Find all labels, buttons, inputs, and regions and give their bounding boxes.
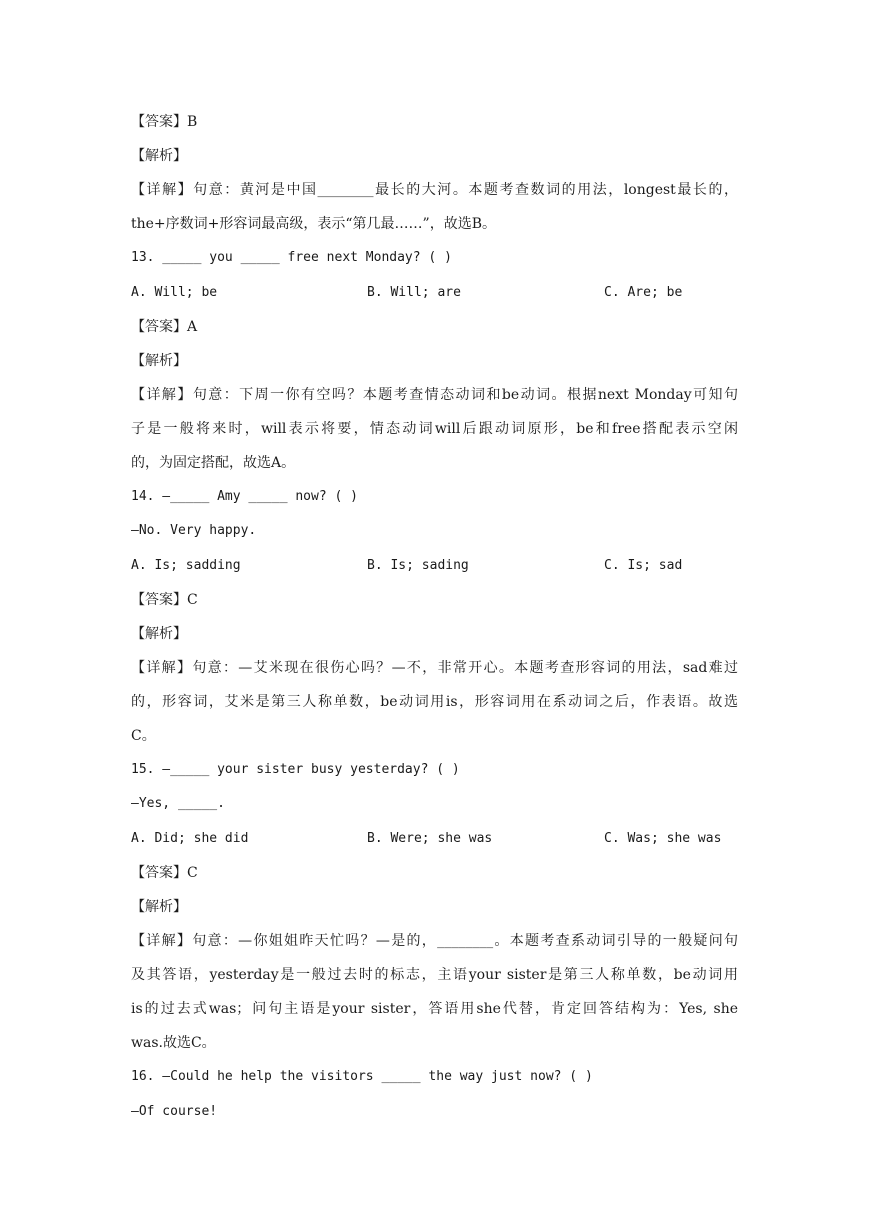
detail-text: 【详解】句意：—你姐姐昨天忙吗？—是的，________。本题考查系动词引导的一般疑问句 bbox=[131, 933, 738, 949]
question-stem: 15. —_____ your sister busy yesterday? ( ) bbox=[131, 762, 460, 777]
option-a: A. Did; she did bbox=[131, 831, 249, 846]
answer-label: 【答案】C bbox=[131, 865, 198, 881]
detail-text: 【详解】句意：黄河是中国________最长的大河。本题考查数词的用法，longest最长的， bbox=[131, 182, 738, 198]
option-a: A. Will; be bbox=[131, 285, 218, 300]
option-c: C. Was; she was bbox=[604, 831, 722, 846]
answer-label: 【答案】C bbox=[131, 592, 198, 608]
detail-text: 的，为固定搭配，故选A。 bbox=[131, 455, 296, 471]
option-a: A. Is; sadding bbox=[131, 558, 241, 573]
detail-text: C。 bbox=[131, 728, 156, 744]
dialogue-reply: —Of course! bbox=[131, 1104, 218, 1119]
option-b: B. Will; are bbox=[367, 285, 461, 300]
question-stem: 14. —_____ Amy _____ now? ( ) bbox=[131, 489, 358, 504]
detail-text: 【详解】句意：下周一你有空吗？本题考查情态动词和be动词。根据next Monday可知句 bbox=[131, 387, 738, 403]
option-c: C. Are; be bbox=[604, 285, 683, 300]
dialogue-reply: —No. Very happy. bbox=[131, 523, 257, 538]
detail-text: is的过去式was；问句主语是your sister，答语用she代替，肯定回答结构为：Yes, she bbox=[131, 1001, 738, 1017]
option-b: B. Is; sading bbox=[367, 558, 469, 573]
option-c: C. Is; sad bbox=[604, 558, 683, 573]
question-stem: 16. —Could he help the visitors _____ the way just now? ( ) bbox=[131, 1069, 593, 1084]
detail-text: 子是一般将来时，will表示将要，情态动词will后跟动词原形，be和free搭配表示空闲 bbox=[131, 421, 738, 437]
detail-text: was.故选C。 bbox=[131, 1035, 216, 1051]
detail-text: 的，形容词，艾米是第三人称单数，be动词用is，形容词用在系动词之后，作表语。故选 bbox=[131, 694, 738, 710]
dialogue-reply: —Yes, _____. bbox=[131, 796, 225, 811]
analysis-label: 【解析】 bbox=[131, 148, 187, 164]
analysis-label: 【解析】 bbox=[131, 353, 187, 369]
analysis-label: 【解析】 bbox=[131, 899, 187, 915]
detail-text: the+序数词+形容词最高级，表示“第几最……”，故选B。 bbox=[131, 216, 496, 232]
detail-text: 及其答语，yesterday是一般过去时的标志，主语your sister是第三人称单数，be动词用 bbox=[131, 967, 738, 983]
question-stem: 13. _____ you _____ free next Monday? ( ) bbox=[131, 250, 452, 265]
detail-text: 【详解】句意：—艾米现在很伤心吗？—不，非常开心。本题考查形容词的用法，sad难过 bbox=[131, 660, 738, 676]
analysis-label: 【解析】 bbox=[131, 626, 187, 642]
answer-label: 【答案】B bbox=[131, 114, 198, 130]
answer-label: 【答案】A bbox=[131, 319, 198, 335]
option-b: B. Were; she was bbox=[367, 831, 493, 846]
